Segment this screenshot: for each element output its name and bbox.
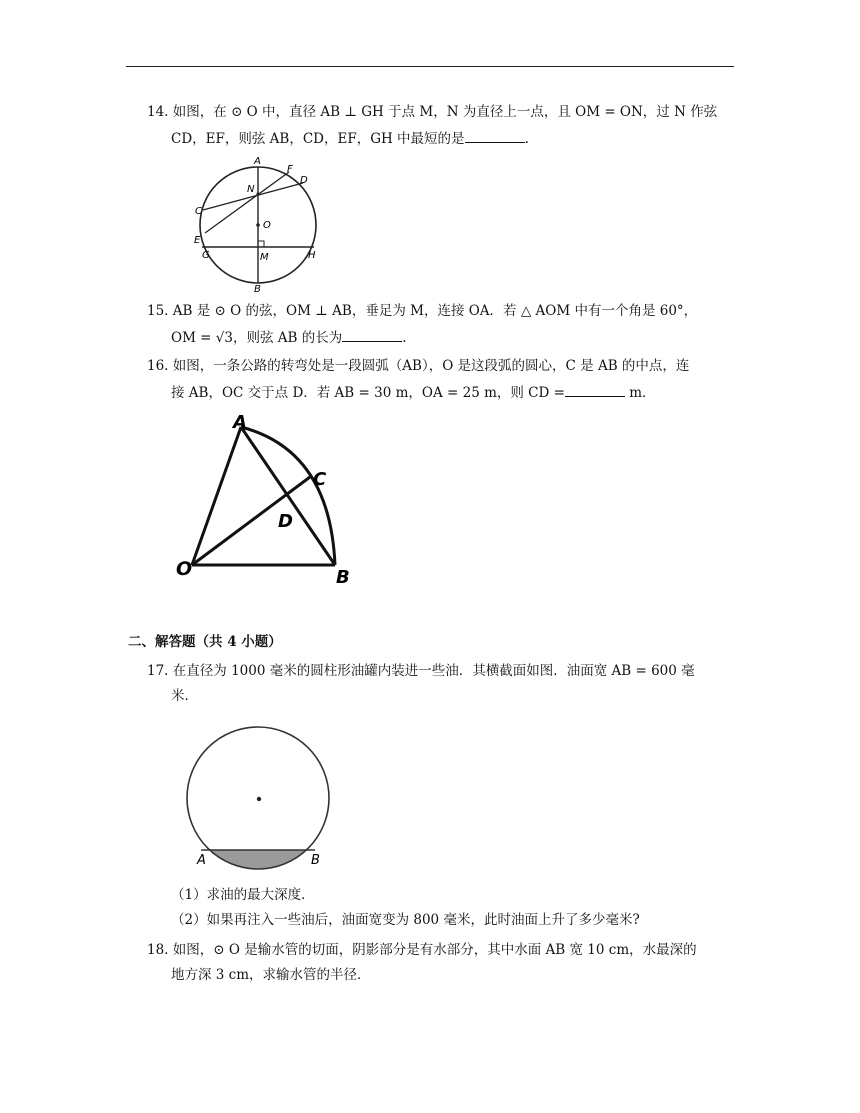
q16-line2: 接 AB，OC 交于点 D．若 AB = 30 m，OA = 25 m，则 CD = m． [171,382,656,402]
q16-number: 16. [147,358,169,374]
q14-line2: CD，EF，则弦 AB，CD，EF，GH 中最短的是 . [171,128,529,148]
q14-answer-blank[interactable] [465,128,525,143]
q18-number: 18. [147,942,169,958]
fig14-label-G: G [202,250,210,261]
q17-figure [185,718,335,873]
section-heading: 二、解答题（共 4 小题） [128,634,282,650]
fig14-label-D: D [300,175,308,186]
q17-text-line1: 在直径为 1000 毫米的圆柱形油罐内装进一些油．其横截面如图．油面宽 AB = 600 毫 [172,663,695,679]
q16-text-line1: 如图，一条公路的转弯处是一段圆弧（AB），O 是这段弧的圆心，C 是 AB 的中点，连 [172,358,690,374]
q14-number: 14. [147,104,169,120]
fig16-label-C: C [313,469,327,490]
q14-figure [190,150,330,295]
q14-text-line1: 如图，在 ⊙ O 中，直径 AB ⊥ GH 于点 M，N 为直径上一点，且 OM = ON，过 N 作弦 [172,104,718,120]
q15-text-line1: AB 是 ⊙ O 的弦，OM ⊥ AB，垂足为 M，连接 OA．若 △ AOM 中有一个角是 60°， [172,303,698,319]
fig16-label-A: A [233,412,247,433]
q18-text-line2: 地方深 3 cm，求输水管的半径． [171,967,371,983]
fig14-label-F: F [287,164,293,175]
q14-text-line2: CD，EF，则弦 AB，CD，EF，GH 中最短的是 [171,131,465,147]
fig14-label-A: A [254,156,261,167]
q18-line1 [147,941,697,959]
fig16-label-D: D [278,511,293,532]
fig17-label-A: A [197,853,206,868]
q16-text-line2: 接 AB，OC 交于点 D．若 AB = 30 m，OA = 25 m，则 CD = [171,385,565,401]
fig14-label-H: H [308,250,316,261]
fig14-label-N: N [247,184,255,195]
fig14-label-O: O [263,220,271,231]
q15-line1 [147,302,697,320]
q16-line1 [147,357,689,375]
q15-number: 15. [147,303,169,319]
q16-answer-blank[interactable] [565,382,625,397]
fig16-label-O: O [176,558,193,580]
q14-line1 [147,103,717,121]
q17-text-line2: 米． [171,688,198,704]
q15-text-line2: OM = √3，则弦 AB 的长为 [171,330,343,346]
fig14-label-E: E [194,235,201,246]
q18-line2 [171,966,371,984]
fig16-label-B: B [336,567,350,588]
q17-sub1: （1）求油的最大深度． [171,887,315,903]
q15-line2: OM = √3，则弦 AB 的长为 . [171,327,407,347]
fig14-label-M: M [260,252,269,263]
fig14-label-B: B [254,284,261,295]
q15-answer-blank[interactable] [342,327,402,342]
q18-text-line1: 如图，⊙ O 是输水管的切面，阴影部分是有水部分，其中水面 AB 宽 10 cm，水最深的 [172,942,697,958]
q17-sub2: （2）如果再注入一些油后，油面宽变为 800 毫米，此时油面上升了多少毫米? [171,912,640,928]
q16-figure [170,410,360,588]
q17-line2 [171,687,198,705]
q17-line1 [147,662,695,680]
fig17-label-B: B [311,853,320,868]
fig14-label-C: C [195,206,202,217]
q17-number: 17. [147,663,169,679]
header-rule [126,66,734,67]
